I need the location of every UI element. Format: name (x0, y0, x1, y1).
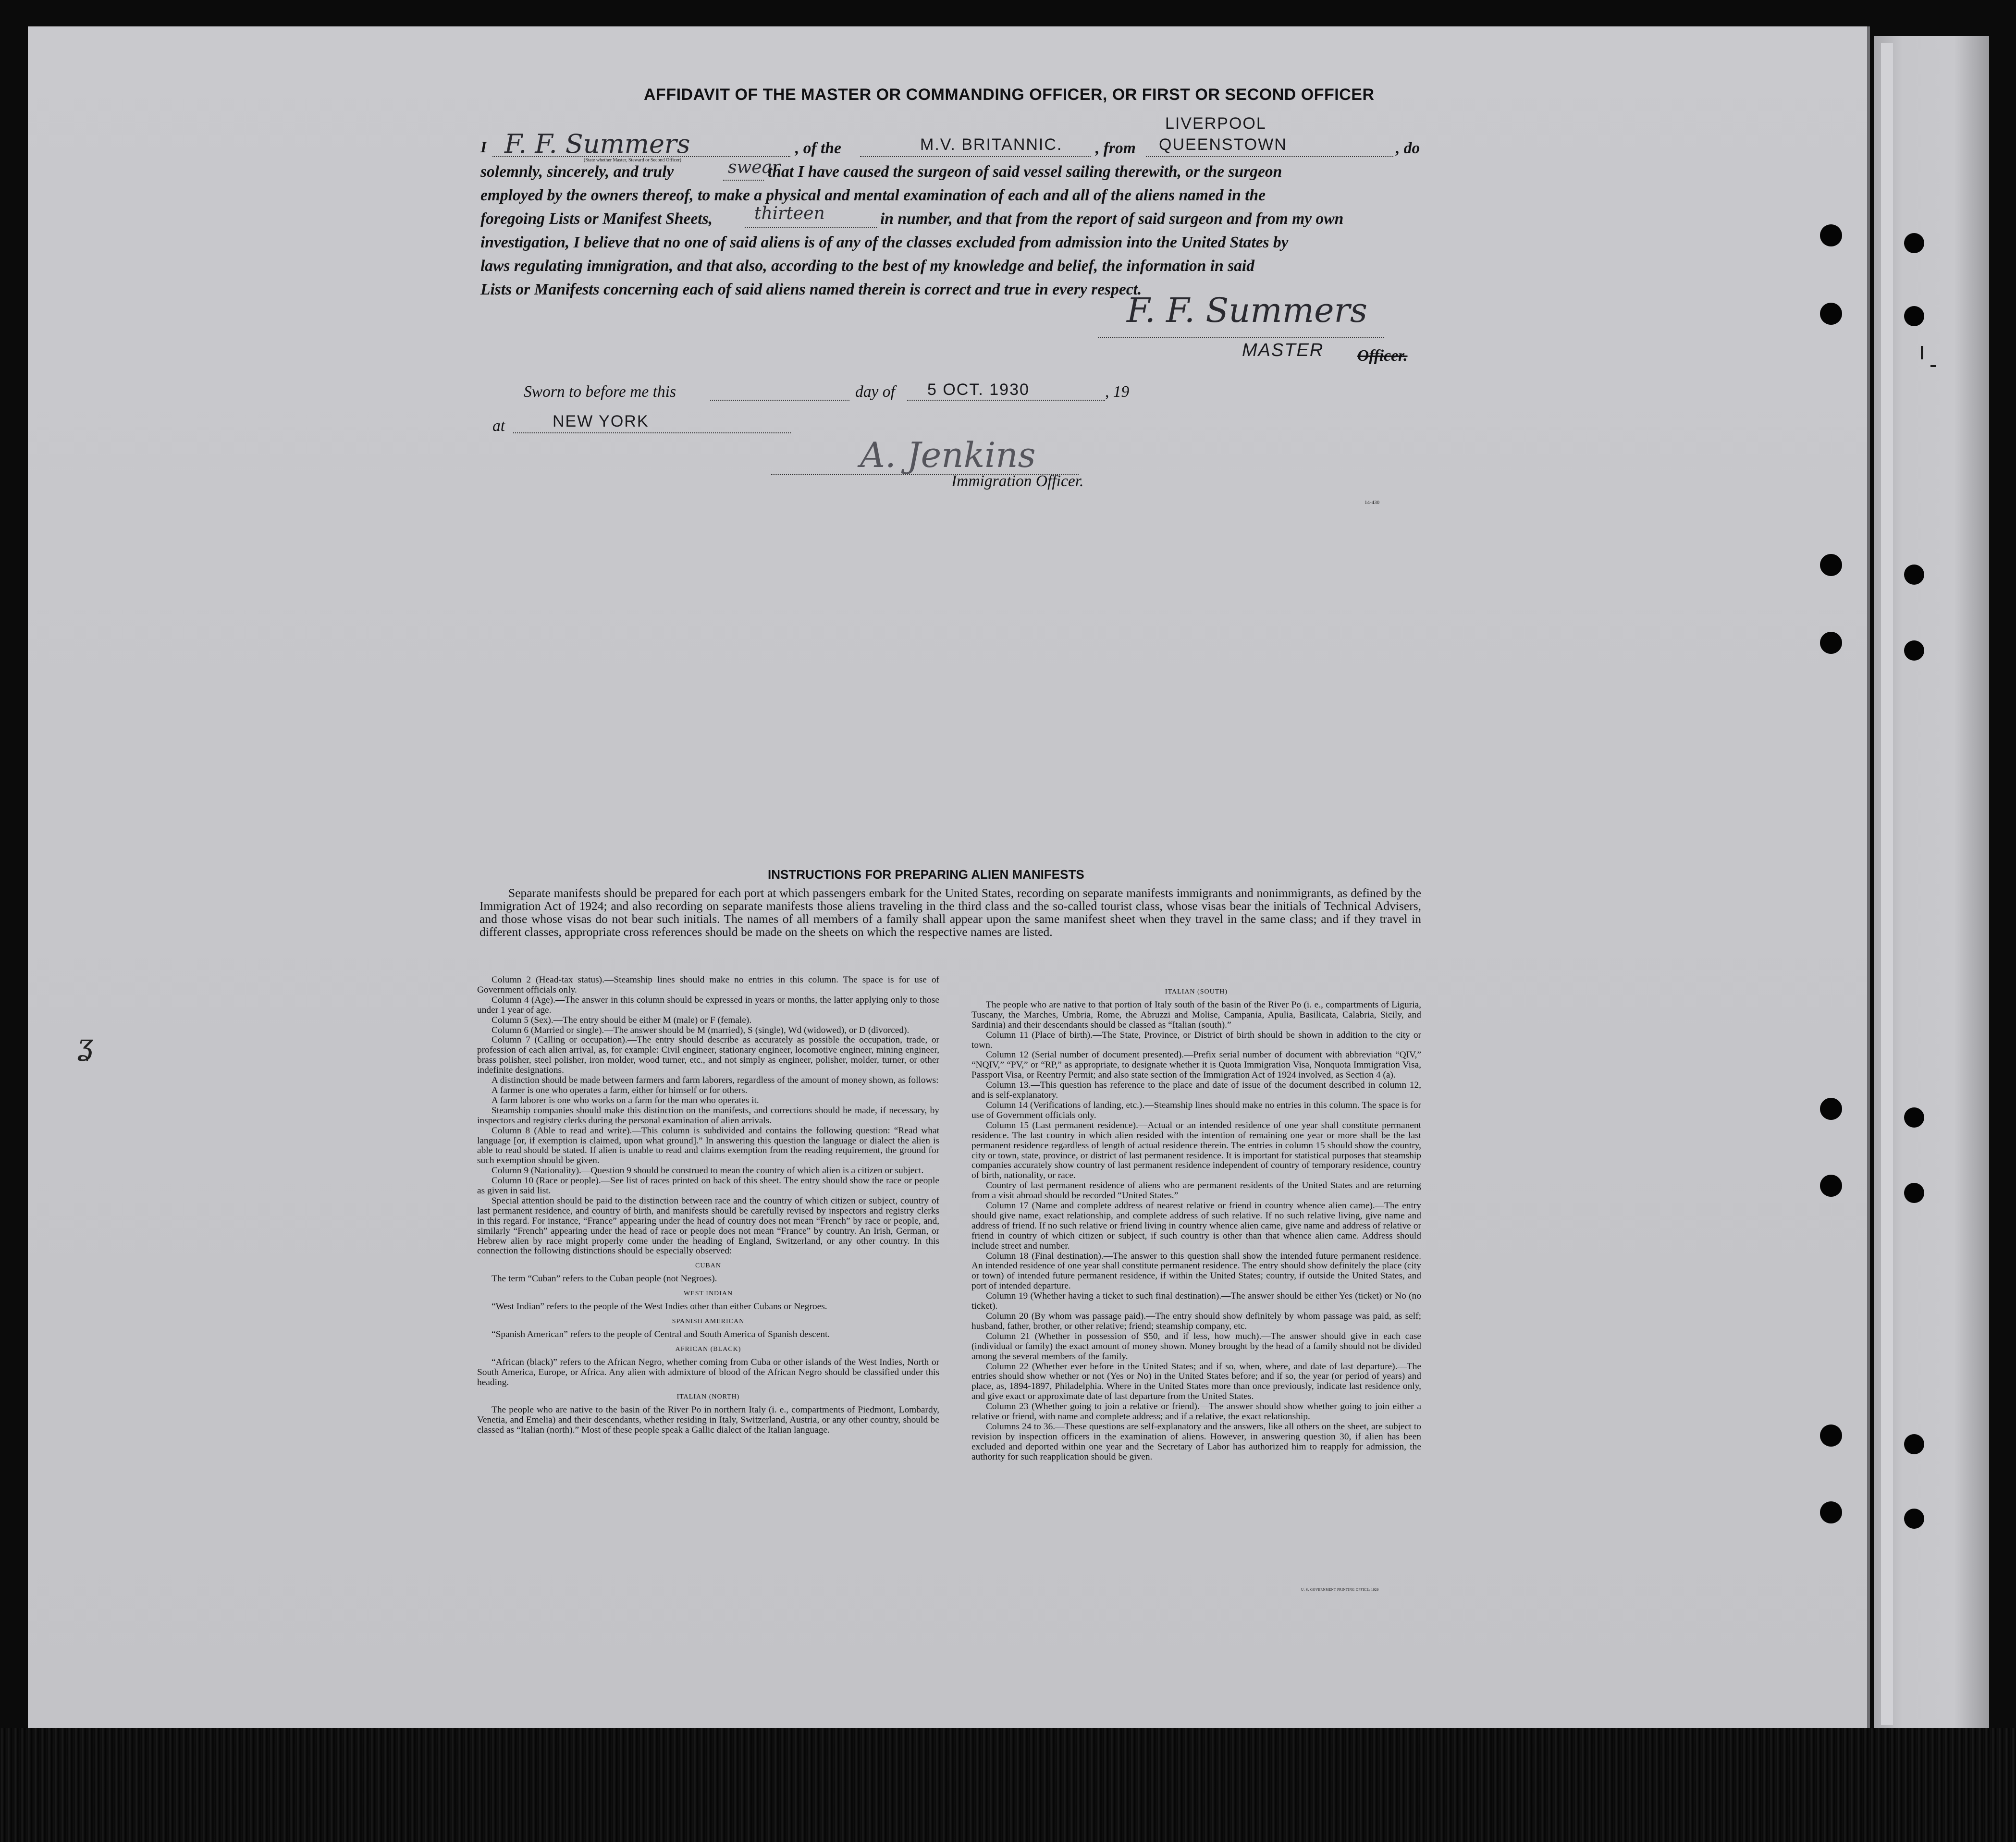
affidavit-title: AFFIDAVIT OF THE MASTER OR COMMANDING OFFICER, OR FIRST OR SECOND OFFICER (644, 86, 1375, 104)
section-heading: ITALIAN (SOUTH) (1165, 988, 1228, 995)
right-paragraph: Column 23 (Whether going to join a relative or friend).—The answer should show whether going to join either a relative or friend, with name and complete address; and if a relative, the exact relationship. (971, 1401, 1421, 1422)
port-line (1146, 155, 1393, 157)
vessel-name: M.V. BRITANNIC. (920, 135, 1063, 154)
master-signature-line (1098, 336, 1384, 338)
punch-hole (1820, 303, 1842, 325)
punch-hole (1904, 306, 1924, 326)
section-text: “African (black)” refers to the African Negro, whether coming from Cuba or other islands of the West Indies, North or South America, Europe, or Africa. Any alien with admixture of blood of the African Negro should be classified under this heading. (477, 1357, 939, 1388)
signer-name: F. F. Summers (504, 129, 690, 159)
print-credit: U. S. GOVERNMENT PRINTING OFFICE: 1929 (1301, 1588, 1379, 1592)
year-prefix: , 19 (1105, 383, 1130, 401)
day-of-label: day of (855, 383, 895, 401)
punch-hole (1904, 1107, 1924, 1128)
from-label: , from (1095, 139, 1136, 157)
punch-hole (1820, 1501, 1842, 1523)
punch-hole (1820, 632, 1842, 654)
section-text: “West Indian” refers to the people of the West Indies other than either Cubans or Negroes. (492, 1302, 827, 1312)
left-paragraph: Column 5 (Sex).—The entry should be either M (male) or F (female). (492, 1015, 752, 1025)
affidavit-line-2-start: solemnly, sincerely, and truly (480, 163, 674, 181)
signer-caption: (State whether Master, Steward or Second Officer) (584, 158, 681, 163)
right-paragraph: Column 12 (Serial number of document presented).—Prefix serial number of document with abbreviation “QIV,” “NQIV,” “PV,” or “RP,” as appropriate, to designate whether it is Quota Immigration Visa, Nonquota Immigration Visa, Passport Visa, or Reentry Permit; and also state section of the Immigration Act of 1924 involved, as Section 4 (a). (971, 1050, 1421, 1081)
left-paragraph: Column 8 (Able to read and write).—This column is subdivided and contains the following question: “Read what language [or, if exemption is claimed, upon what ground].” In answering this question the language or dialect the alien is able to read should be stated. If alien is unable to read and claims exemption from the reading requirement, the ground for such exemption should be given. (477, 1125, 939, 1166)
right-paragraph: Columns 24 to 36.—These questions are self-explanatory and the answers, like all others on the sheet, are subject to revision by inspection officers in the examination of aliens. However, in answering question 30, if alien has been excluded and deported within one year and the Secretary of Labor has authorized him to reapply for admission, the authority for such reapplication should be given. (971, 1421, 1421, 1462)
master-title-stamp: MASTER (1242, 340, 1324, 360)
left-paragraph: Column 4 (Age).—The answer in this column should be expressed in years or months, the latter applying only to those under 1 year of age. (477, 995, 939, 1015)
right-paragraph: Column 22 (Whether ever before in the United States; and if so, when, where, and date of last departure).—The entries should show whether or not (Yes or No) in the United States before; and if so, the year (or period of years) and place, as, 1894-1897, Philadelphia. Where in the United States more than once previously, indicate last residence only, and give exact or approximate date of last departure from the United States. (971, 1361, 1421, 1402)
affidavit-line-5: investigation, I believe that no one of said aliens is of any of the classes excluded from admission into the United States by (480, 233, 1289, 251)
master-signature: F. F. Summers (1127, 291, 1367, 330)
right-paragraph: Column 14 (Verifications of landing, etc.).—Steamship lines should make no entries in this column. The space is for use of Government officials only. (971, 1100, 1421, 1120)
vessel-line (860, 155, 1091, 157)
right-paragraph: Column 18 (Final destination).—The answer to this question shall show the intended future permanent residence. An intended residence of one year shall constitute permanent residence. The entry should show definitely the place (city or town) of intended future permanent residence, if within the United States; country, if outside the United States, and port of intended departure. (971, 1251, 1421, 1291)
oath-line (723, 179, 764, 181)
left-paragraph: Column 10 (Race or people).—See list of races printed on back of this sheet. The entry should show the race or people as given in said list. (477, 1176, 939, 1196)
left-paragraph: Special attention should be paid to the distinction between race and the country of which citizen or subject, country of last permanent residence, and country of birth, and manifests should be carefully revised by inspectors and registry clerks in this regard. For instance, “France” appearing under the head of country does not mean “French” by race or people, and, similarly “French” appearing under the head of race or people does not mean “France” by country. An Irish, German, or Hebrew alien by race might properly come under the heading of England, Switzerland, or any other country. In this connection the following distinctions should be especially observed: (477, 1195, 939, 1256)
punch-hole (1904, 233, 1924, 253)
left-paragraph: A farm laborer is one who works on a farm for the man who operates it. (492, 1095, 759, 1105)
scan-border (0, 1728, 2016, 1842)
instructions-right-column (971, 987, 1421, 1462)
affidavit-line-7: Lists or Manifests concerning each of said aliens named therein is correct and true in every respect. (480, 281, 1142, 298)
of-the-label: , of the (795, 139, 841, 157)
right-paragraph: Column 11 (Place of birth).—The State, Province, or District of birth should be shown in addition to the city or town. (971, 1030, 1421, 1050)
affidavit-line-4-end: in number, and that from the report of said surgeon and from my own (880, 210, 1344, 228)
at-label: at (492, 417, 505, 435)
left-paragraph: A distinction should be made between farmers and farm laborers, regardless of the amount of money shown, as follows: (492, 1075, 939, 1086)
officer-struck: Officer. (1357, 347, 1408, 365)
left-paragraph: Column 7 (Calling or occupation).—The entry should describe as accurately as possible the occupation, trade, or profession of each alien arrival, as, for example: Civil engineer, stationary engineer, locomotive engineer, mining engineer, brass polisher, steel polisher, iron molder, wood turner, etc., and not simply as engineer, polisher, molder, turner, or other indefinite designations. (477, 1035, 939, 1076)
punch-hole (1820, 224, 1842, 246)
left-paragraph: Steamship companies should make this distinction on the manifests, and corrections should be made, if necessary, by inspectors and registry clerks during the personal examination of alien arrivals. (477, 1105, 939, 1126)
strip-mark (1930, 365, 1936, 367)
section-heading: CUBAN (695, 1262, 721, 1270)
left-paragraph: A farmer is one who operates a farm, either for himself or for others. (492, 1085, 748, 1095)
section-text: The people who are native to the basin of the River Po in northern Italy (i. e., compartments of Piedmont, Lombardy, Venetia, and Emelia) and their descendants, whether residing in Italy, Switzerland, Austria, or any other country, should be classed as “Italian (north).” Most of these people speak a Gallic dialect of the Italian language. (477, 1405, 939, 1436)
affidavit-i: I (480, 138, 487, 156)
right-paragraph: Country of last permanent residence of aliens who are permanent residents of the United States and are returning from a visit abroad should be recorded “United States.” (971, 1180, 1421, 1201)
immigration-officer-title: Immigration Officer. (951, 472, 1084, 490)
right-paragraph: Column 20 (By whom was passage paid).—The entry should show definitely by whom passage was paid, as self; husband, father, brother, or other relative; friend; steamship company, etc. (971, 1311, 1421, 1331)
punch-hole (1820, 1424, 1842, 1447)
do-label: , do (1396, 139, 1420, 157)
right-paragraph: Column 13.—This question has reference to the place and date of issue of the document described in column 12, and is self-explanatory. (971, 1080, 1421, 1101)
place-line (513, 431, 791, 433)
binding-strip-edge (1881, 43, 1893, 1725)
section-heading: SPANISH AMERICAN (672, 1318, 745, 1325)
left-paragraph: Column 6 (Married or single).—The answer should be M (married), S (single), Wd (widowed), or D (divorced). (492, 1025, 910, 1035)
punch-hole (1904, 1509, 1924, 1529)
immigration-officer-signature: A. Jenkins (860, 435, 1036, 475)
section-heading: AFRICAN (BLACK) (675, 1345, 741, 1353)
section-heading: ITALIAN (NORTH) (676, 1393, 740, 1401)
form-number: 14-430 (1364, 500, 1380, 505)
punch-hole (1904, 565, 1924, 585)
section-text: The term “Cuban” refers to the Cuban people (not Negroes). (492, 1274, 717, 1284)
right-paragraph: Column 15 (Last permanent residence).—Actual or an intended residence of one year shall constitute permanent residence. The last country in which alien resided with the intention of remaining one year or more shall be the last permanent residence regardless of length of actual residence therein. The entries in column 15 should show the country, city or town, state, province, or district of last permanent residence. It is important for statistical purposes that steamship companies accurately show country of last permanent residence independent of country of temporary residence, country of birth, nationality, or race. (971, 1120, 1421, 1181)
right-paragraph: Column 21 (Whether in possession of $50, and if less, how much).—The answer should give in each case (individual or family) the exact amount of money shown. Money brought by the head of a family should not be divided among the several members of the family. (971, 1331, 1421, 1362)
right-paragraph: Column 17 (Name and complete address of nearest relative or friend in country whence alien came).—The entry should give name, exact relationship, and complete address of such relative. If no such relative living, give name and address of friend. If no such relative or friend living in country whence alien came, give name and address of relative or friend in country of which citizen or subject, if such country is other than that whence alien came. Address should include street and number. (971, 1201, 1421, 1251)
right-paragraph: The people who are native to that portion of Italy south of the basin of the River Po (i. e., compartments of Liguria, Tuscany, the Marches, Umbria, Rome, the Abruzzi and Molise, Campania, Apulia, Basilicata, Calabria, Sicily, and Sardinia) and their descendants should be classed as “Italian (south).” (971, 999, 1421, 1030)
affidavit-line-2-end: that I have caused the surgeon of said vessel sailing therewith, or the surgeon (768, 163, 1282, 181)
sworn-place: NEW YORK (553, 412, 649, 430)
port-liverpool: LIVERPOOL (1165, 114, 1266, 133)
sworn-day-line (710, 399, 849, 401)
left-paragraph: Column 2 (Head-tax status).—Steamship lines should make no entries in this column. The space is for use of Government officials only. (477, 975, 939, 995)
sworn-date: 5 OCT. 1930 (927, 381, 1030, 399)
margin-mark: ʓ (77, 1028, 93, 1062)
right-paragraph: Column 19 (Whether having a ticket to such final destination).—The answer should be either Yes (ticket) or No (no ticket). (971, 1291, 1421, 1312)
instructions-left-column (477, 975, 939, 1436)
count-line (745, 226, 877, 228)
affidavit-line-6: laws regulating immigration, and that also, according to the best of my knowledge and belief, the information in said (480, 257, 1254, 275)
affidavit-line-4-start: foregoing Lists or Manifest Sheets, (480, 210, 713, 228)
section-heading: WEST INDIAN (683, 1290, 733, 1298)
instructions-intro: Separate manifests should be prepared for each port at which passengers embark for the United States, recording on separate manifests immigrants and nonimmigrants, as defined by the Immigration Act of 1924; and also recording on separate manifests those aliens traveling in the third class and the so-called tourist class, whose visas bear the initials of Technical Advisers, and those whose visas do not bear such initials. The names of all members of a family shall appear upon the same manifest sheet when they travel in the same class; and if they travel in different classes, appropriate cross references should be made on the sheets on which the respective names are listed. (479, 886, 1421, 939)
instructions-title: INSTRUCTIONS FOR PREPARING ALIEN MANIFESTS (768, 867, 1084, 882)
punch-hole (1904, 1183, 1924, 1203)
oath-word: swear (728, 158, 781, 177)
section-text: “Spanish American” refers to the people of Central and South America of Spanish descent. (492, 1329, 830, 1339)
punch-hole (1904, 1434, 1924, 1454)
alien-count: thirteen (754, 204, 825, 223)
punch-hole (1904, 640, 1924, 661)
punch-hole (1820, 554, 1842, 576)
punch-hole (1820, 1175, 1842, 1197)
sworn-label: Sworn to before me this (524, 383, 676, 401)
punch-hole (1820, 1098, 1842, 1120)
affidavit-line-3: employed by the owners thereof, to make a physical and mental examination of each and all of the aliens named in the (480, 186, 1266, 204)
port-queenstown: QUEENSTOWN (1159, 135, 1287, 154)
strip-mark (1921, 346, 1923, 359)
left-paragraph: Column 9 (Nationality).—Question 9 should be construed to mean the country of which alien is a citizen or subject. (492, 1166, 924, 1176)
